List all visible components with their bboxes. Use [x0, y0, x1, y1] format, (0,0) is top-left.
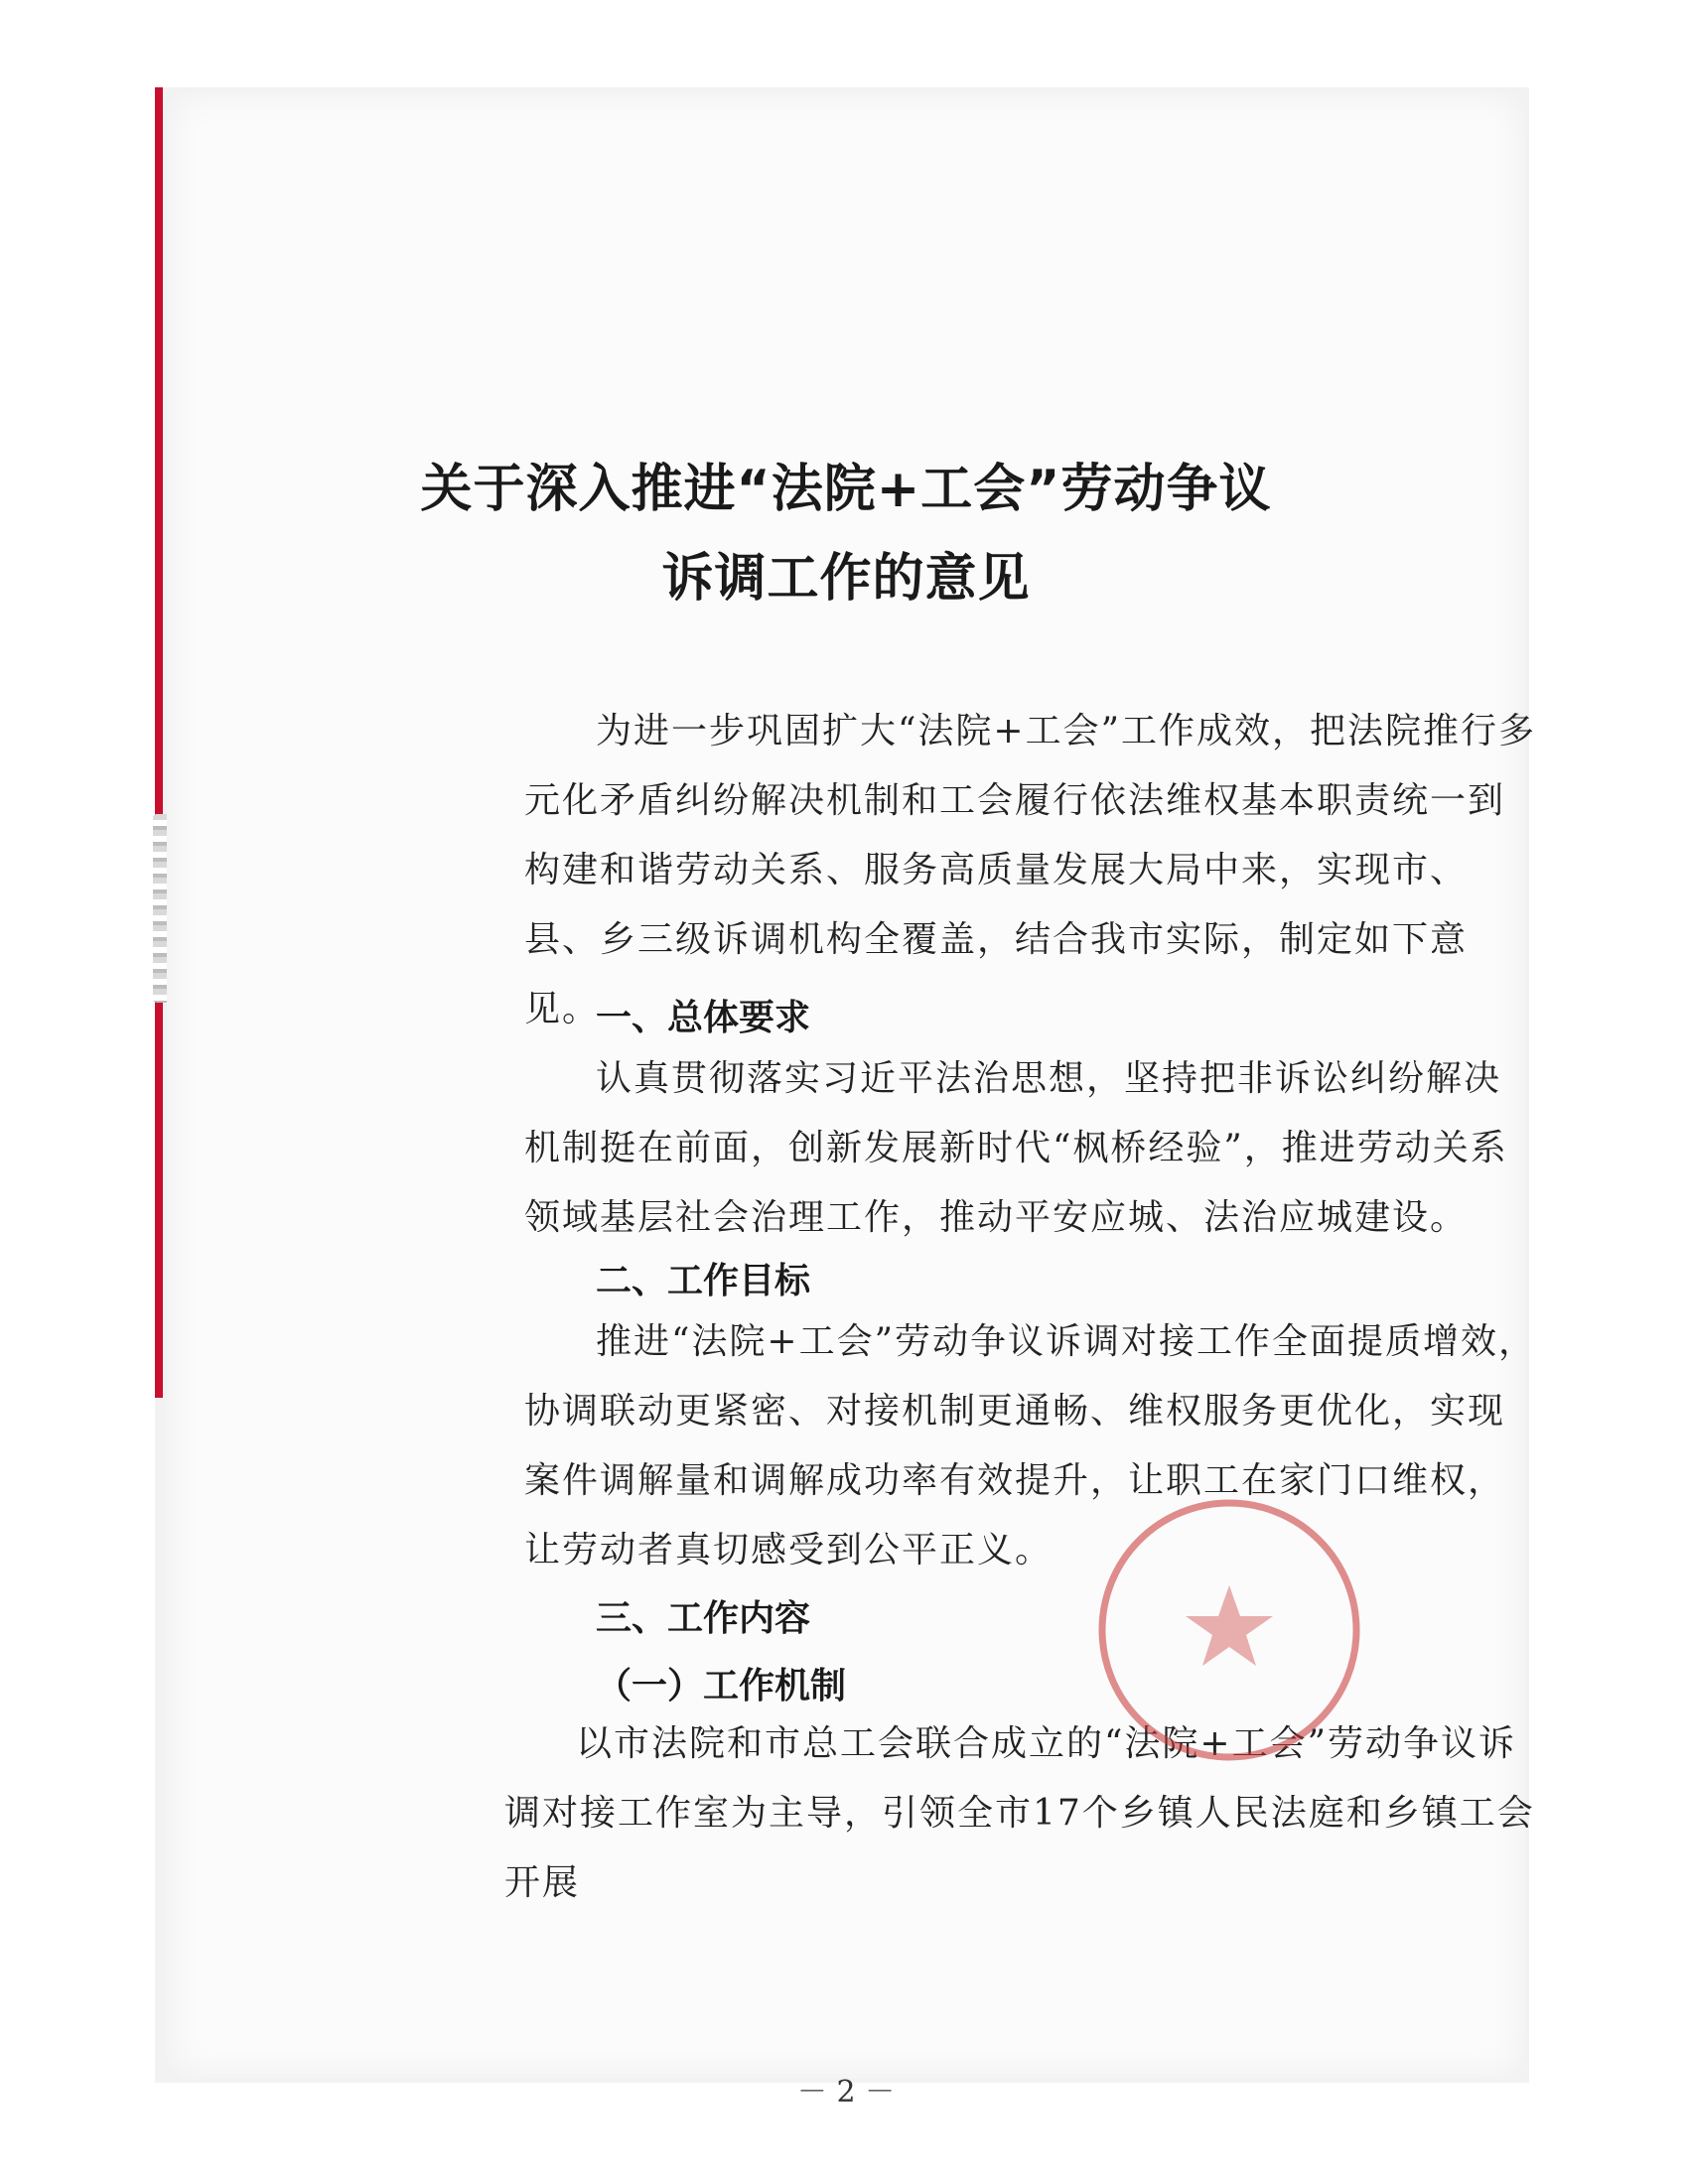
document-title-line2: 诉调工作的意见 [661, 549, 1031, 609]
document-title-line1: 关于深入推进“法院+工会”劳动争议 [420, 460, 1272, 519]
page-number: － 2 － [796, 2075, 896, 2110]
section-body-1: 认真贯彻落实习近平法治思想，坚持把非诉讼纠纷解决机制挺在前面，创新发展新时代“枫桥经验”，推进劳动关系领域基层社会治理工作，推动平安应城、法治应城建设。 [524, 1058, 1508, 1238]
document-page [167, 91, 1536, 2110]
red-cover-edge [155, 87, 163, 1398]
subsection-heading: （一）工作机制 [596, 1666, 847, 1706]
section-body-2: 推进“法院+工会”劳动争议诉调对接工作全面提质增效，协调联动更紧密、对接机制更通畅、维权服务更优化，实现案件调解量和调解成功率有效提升，让职工在家门口维权，让劳动者真切感受到公平正义。 [524, 1321, 1536, 1570]
intro-paragraph: 为进一步巩固扩大“法院+工会”工作成效，把法院推行多元化矛盾纠纷解决机制和工会履行依法维权基本职责统一到构建和谐劳动关系、服务高质量发展大局中来，实现市、县、乡三级诉调机构全覆盖，结合我市实际，制定如下意见。 [524, 711, 1536, 1029]
section-heading-2: 二、工作目标 [596, 1261, 811, 1301]
section-heading-3: 三、工作内容 [596, 1598, 811, 1639]
subsection-body: 以市法院和市总工会联合成立的“法院+工会”劳动争议诉调对接工作室为主导，引领全市17个乡镇人民法庭和乡镇工会开展 [504, 1723, 1535, 1903]
section-heading-1: 一、总体要求 [596, 998, 811, 1038]
